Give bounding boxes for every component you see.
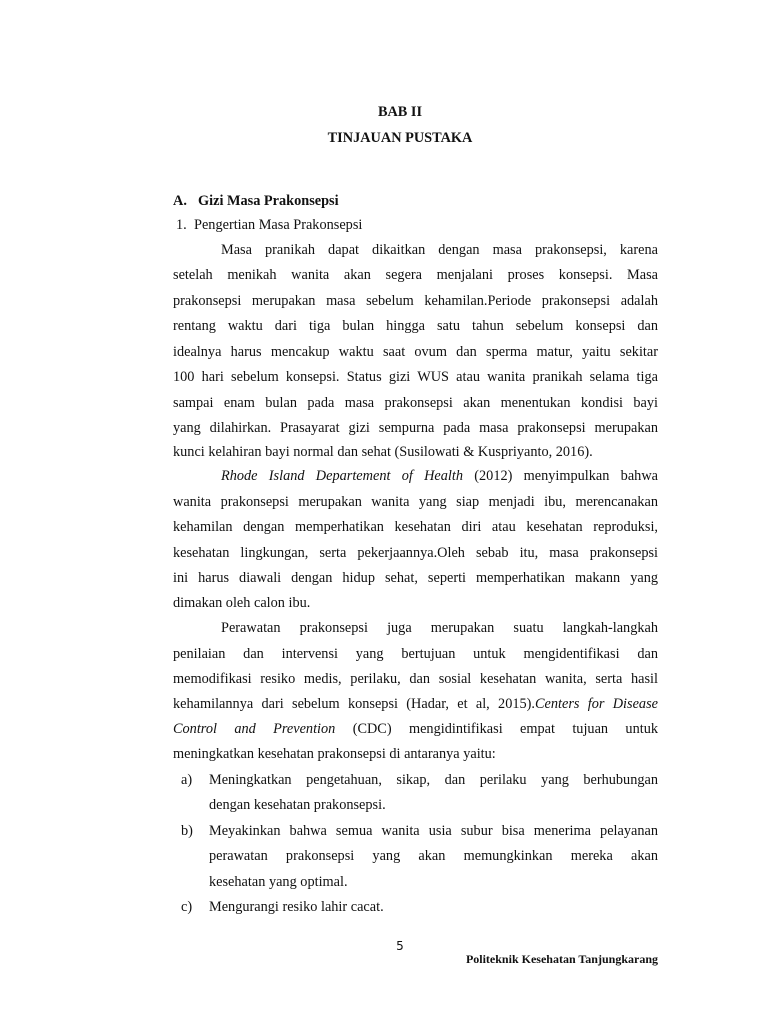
list-item-line: Mengurangi resiko lahir cacat. [209,899,384,915]
paragraph3-line: penilaian dan intervensi yang bertujuan untuk mengidentifikasi dan [173,646,658,662]
section-a-title: Gizi Masa Prakonsepsi [198,193,339,209]
subsection-1-title: Pengertian Masa Prakonsepsi [194,217,363,233]
paragraph3-line: meningkatkan kesehatan prakonsepsi di antaranya yaitu: [173,746,496,762]
section-a-marker: A. [173,193,187,209]
list-item-line: Meningkatkan pengetahuan, sikap, dan perilaku yang berhubungan [209,772,658,788]
paragraph1-line: setelah menikah wanita akan segera menjalani proses konsepsi. Masa [173,267,658,283]
paragraph3-line5-italic: Control and Prevention [173,721,336,737]
list-item-marker: c) [181,899,193,915]
paragraph3-line [173,695,658,714]
paragraph3-line4-italic: Centers for Disease [534,696,658,712]
list-item-line: dengan kesehatan prakonsepsi. [209,797,386,813]
chapter-title: TINJAUAN PUSTAKA [327,130,473,146]
paragraph2-first-line [221,467,658,486]
paragraph3-line: Perawatan prakonsepsi juga merupakan suatu langkah-langkah [221,620,658,636]
paragraph2-line: dimakan oleh calon ibu. [173,595,311,611]
list-item-line: perawatan prakonsepsi yang akan memungkinkan mereka akan [209,848,658,864]
paragraph3-line5-rest: (CDC) mengidintifikasi empat tujuan untuk [335,721,658,737]
paragraph3-line4-text: kehamilannya dari sebelum konsepsi (Hadar, et al, 2015). [173,696,535,712]
paragraph2-line: wanita prakonsepsi merupakan wanita yang siap menjadi ibu, merencanakan [173,494,658,510]
chapter-label: BAB II [377,104,423,120]
list-item-line: Meyakinkan bahwa semua wanita usia subur bisa menerima pelayanan [209,823,658,839]
list-item-line: kesehatan yang optimal. [209,874,348,890]
paragraph1-line: sampai enam bulan pada masa prakonsepsi akan menentukan kondisi bayi [173,395,658,411]
list-item-marker: a) [181,772,193,788]
paragraph1-line: Masa pranikah dapat dikaitkan dengan masa prakonsepsi, karena [221,242,658,258]
paragraph1-line: prakonsepsi merupakan masa sebelum kehamilan.Periode prakonsepsi adalah [173,293,658,309]
paragraph1-line: rentang waktu dari tiga bulan hingga satu tahun sebelum konsepsi dan [173,318,658,334]
paragraph1-line: kunci kelahiran bayi normal dan sehat (Susilowati & Kuspriyanto, 2016). [173,444,593,460]
paragraph3-line: memodifikasi resiko medis, perilaku, dan sosial kesehatan wanita, serta hasil [173,671,658,687]
list-item-marker: b) [181,823,193,839]
paragraph1-line: yang dilahirkan. Prasayarat gizi sempurna pada masa prakonsepsi merupakan [173,420,658,436]
paragraph2-line: kesehatan lingkungan, serta pekerjaannya.Oleh sebab itu, masa prakonsepsi [173,545,658,561]
paragraph2-first-rest: (2012) menyimpulkan bahwa [463,468,658,484]
paragraph2-line: kehamilan dengan memperhatikan kesehatan diri atau kesehatan reproduksi, [173,519,658,535]
paragraph1-line: 100 hari sebelum konsepsi. Status gizi WUS atau wanita pranikah selama tiga [173,369,658,385]
page-number: 5 [396,939,404,953]
paragraph2-line: ini harus diawali dengan hidup sehat, seperti memperhatikan makann yang [173,570,658,586]
subsection-1-marker: 1. [176,217,187,233]
paragraph3-line [173,720,658,739]
footer-institution: Politeknik Kesehatan Tanjungkarang [465,952,658,966]
paragraph1-line: idealnya harus mencakup waktu saat ovum dan sperma matur, yaitu sekitar [173,344,658,360]
paragraph2-italic-source: Rhode Island Departement of Health [221,468,463,484]
